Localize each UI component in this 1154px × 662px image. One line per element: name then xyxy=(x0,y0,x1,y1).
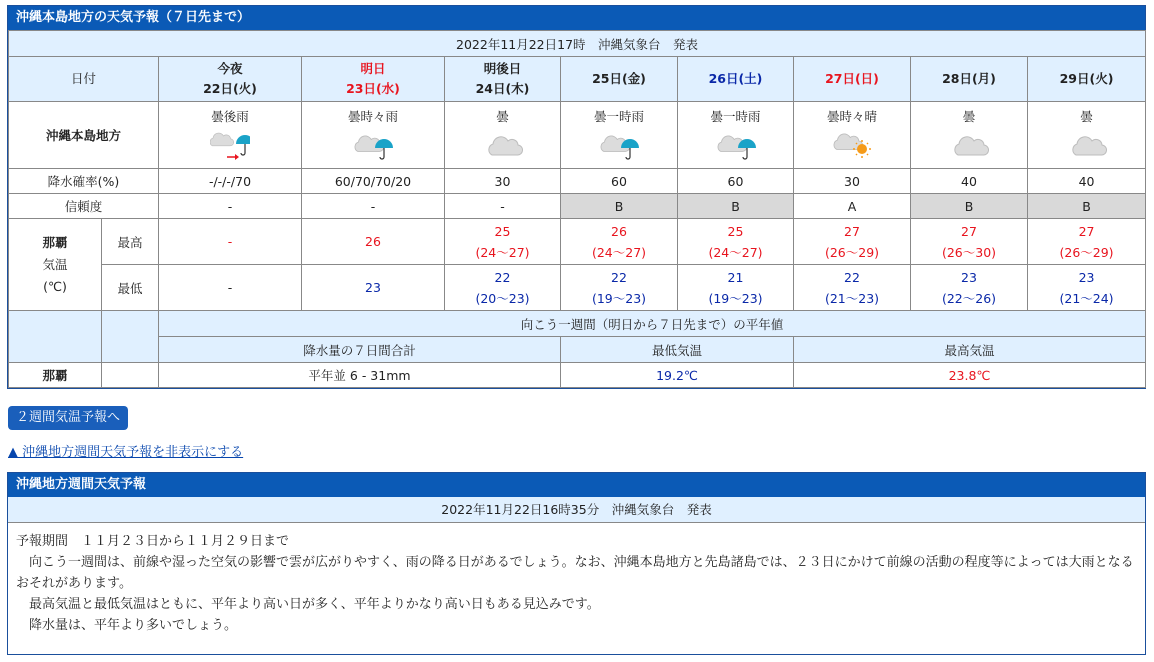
day-header xyxy=(302,57,445,102)
min-temp-cell xyxy=(159,265,302,311)
normals-min-label: 最低気温 xyxy=(561,337,794,363)
max-temp-range: (26〜29) xyxy=(1059,244,1114,260)
pop-value: 60/70/70/20 xyxy=(302,169,445,194)
weather-cell xyxy=(561,102,678,169)
min-temp-value: 23 xyxy=(1078,269,1095,285)
min-temp-cell xyxy=(911,265,1028,311)
normals-city-blank xyxy=(102,363,159,388)
pop-value: 30 xyxy=(445,169,561,194)
max-temp-cell xyxy=(445,219,561,265)
max-temp-cell xyxy=(678,219,794,265)
outlook-issued: 2022年11月22日16時35分 沖縄気象台 発表 xyxy=(8,497,1145,523)
weather-cell xyxy=(794,102,911,169)
reliability-value: B xyxy=(911,194,1028,219)
outlook-line: 最高気温と最低気温はともに、平年より高い日が多く、平年よりかなり高い日もある見込みです。 xyxy=(16,597,600,612)
normals-max: 23.8℃ xyxy=(794,363,1146,388)
max-temp-cell xyxy=(911,219,1028,265)
outlook-panel xyxy=(7,472,1146,655)
day-date: 28日(月) xyxy=(942,71,996,86)
temp-label: 気温 xyxy=(42,256,68,272)
max-temp-range: (24〜27) xyxy=(475,244,530,260)
day-header xyxy=(445,57,561,102)
max-temp-value: - xyxy=(227,234,233,249)
min-temp-value: 22 xyxy=(611,269,627,285)
weather-text: 曇時々晴 xyxy=(826,108,877,124)
max-label: 最高 xyxy=(102,219,159,265)
outlook-line: 向こう一週間は、前線や湿った空気の影響で雲が広がりやすく、雨の降る日があるでしょう。なお、沖縄本島地方と先島諸島では、２３日にかけて前線の活動の程度等によっては大雨となるおそれがあります。 xyxy=(16,555,1134,591)
cloud-then-rain-icon xyxy=(210,131,250,161)
max-temp-cell xyxy=(159,219,302,265)
cloud-with-sun-icon xyxy=(832,131,872,161)
min-temp-value: - xyxy=(227,280,233,295)
min-temp-cell xyxy=(561,265,678,311)
weekly-forecast-title: 沖縄本島地方の天気予報（７日先まで） xyxy=(8,6,1145,30)
hide-weekly-link[interactable]: ▲ 沖縄地方週間天気予報を非表示にする xyxy=(8,445,244,460)
min-temp-value: 22 xyxy=(494,269,511,285)
outlook-body xyxy=(8,523,1145,646)
day-date: 27日(日) xyxy=(825,71,879,86)
min-temp-range: (21〜24) xyxy=(1059,290,1114,306)
min-temp-range: (19〜23) xyxy=(591,290,647,306)
min-temp-range: (19〜23) xyxy=(708,290,763,306)
min-temp-cell xyxy=(794,265,911,311)
pop-value: -/-/-/70 xyxy=(159,169,302,194)
normals-max-label: 最高気温 xyxy=(794,337,1146,363)
max-temp-cell xyxy=(302,219,445,265)
max-temp-value: 27 xyxy=(844,223,860,239)
outlook-line: 降水量は、平年より多いでしょう。 xyxy=(16,618,238,633)
min-temp-cell xyxy=(1028,265,1146,311)
weather-text: 曇一時雨 xyxy=(710,108,761,124)
normals-blank xyxy=(9,311,102,363)
min-temp-range: (21〜23) xyxy=(824,290,880,306)
region-name: 沖縄本島地方 xyxy=(9,102,159,169)
day-label: 明日 xyxy=(360,61,386,76)
weather-cell xyxy=(678,102,794,169)
max-temp-value: 25 xyxy=(494,223,511,239)
day-header xyxy=(1028,57,1146,102)
reliability-value: - xyxy=(302,194,445,219)
cloud-with-rain-icon xyxy=(716,131,756,161)
min-temp-value: 22 xyxy=(844,269,860,285)
min-temp-range: (20〜23) xyxy=(475,290,530,306)
weather-text: 曇後雨 xyxy=(211,108,249,124)
day-label: 明後日 xyxy=(483,61,522,76)
min-temp-cell xyxy=(678,265,794,311)
max-temp-cell xyxy=(794,219,911,265)
day-date: 26日(土) xyxy=(708,71,763,86)
normals-precip: 平年並 6 - 31mm xyxy=(159,363,561,388)
normals-title: 向こう一週間（明日から７日先まで）の平年値 xyxy=(159,311,1146,337)
reliability-value: B xyxy=(678,194,794,219)
cloud-icon xyxy=(483,131,523,161)
max-temp-value: 26 xyxy=(611,223,627,239)
day-date: 23日(水) xyxy=(346,81,400,96)
max-temp-value: 26 xyxy=(365,234,381,249)
max-temp-value: 25 xyxy=(727,223,744,239)
cloud-icon xyxy=(949,131,989,161)
reliability-value: A xyxy=(794,194,911,219)
cloud-with-rain-icon xyxy=(599,131,639,161)
normals-precip-label: 降水量の７日間合計 xyxy=(159,337,561,363)
pop-label: 降水確率(%) xyxy=(9,169,159,194)
day-date: 29日(火) xyxy=(1059,71,1114,86)
day-date: 25日(金) xyxy=(592,71,646,86)
day-header xyxy=(678,57,794,102)
normals-city: 那覇 xyxy=(9,363,102,388)
max-temp-cell xyxy=(1028,219,1146,265)
cloud-icon xyxy=(1067,131,1107,161)
day-header xyxy=(159,57,302,102)
max-temp-range: (24〜27) xyxy=(708,244,763,260)
min-temp-value: 21 xyxy=(727,269,744,285)
reliability-label: 信頼度 xyxy=(9,194,159,219)
issued-time: 2022年11月22日17時 沖縄気象台 発表 xyxy=(9,31,1146,57)
weather-cell xyxy=(1028,102,1146,169)
cloud-with-rain-icon xyxy=(353,131,393,161)
temp-unit: (℃) xyxy=(43,278,67,294)
pop-value: 60 xyxy=(561,169,678,194)
weather-text: 曇 xyxy=(496,108,509,124)
max-temp-range: (24〜27) xyxy=(591,244,647,260)
city-name: 那覇 xyxy=(42,234,68,250)
pop-value: 30 xyxy=(794,169,911,194)
min-temp-value: 23 xyxy=(365,280,381,295)
weather-text: 曇 xyxy=(962,108,976,124)
weather-text: 曇時々雨 xyxy=(347,108,398,124)
reliability-value: - xyxy=(445,194,561,219)
pop-value: 60 xyxy=(678,169,794,194)
min-temp-value: 23 xyxy=(961,269,977,285)
outlook-line: 予報期間 １１月２３日から１１月２９日まで xyxy=(16,534,290,549)
reliability-value: B xyxy=(561,194,678,219)
weekly-forecast-panel xyxy=(7,5,1146,389)
min-label: 最低 xyxy=(102,265,159,311)
normals-blank-2 xyxy=(102,311,159,363)
normals-min: 19.2℃ xyxy=(561,363,794,388)
weekly-forecast-table xyxy=(8,30,1146,388)
day-label: 今夜 xyxy=(217,61,243,76)
weather-text: 曇 xyxy=(1080,108,1093,124)
pop-value: 40 xyxy=(911,169,1028,194)
weather-cell xyxy=(911,102,1028,169)
weather-text: 曇一時雨 xyxy=(593,108,644,124)
reliability-value: - xyxy=(159,194,302,219)
date-label: 日付 xyxy=(9,57,159,102)
max-temp-value: 27 xyxy=(1078,223,1095,239)
outlook-title: 沖縄地方週間天気予報 xyxy=(8,473,1145,497)
min-temp-cell xyxy=(302,265,445,311)
max-temp-range: (26〜30) xyxy=(941,244,997,260)
min-temp-cell xyxy=(445,265,561,311)
max-temp-value: 27 xyxy=(961,223,977,239)
weather-cell xyxy=(445,102,561,169)
reliability-value: B xyxy=(1028,194,1146,219)
weather-cell xyxy=(159,102,302,169)
pop-value: 40 xyxy=(1028,169,1146,194)
min-temp-range: (22〜26) xyxy=(941,290,997,306)
max-temp-range: (26〜29) xyxy=(824,244,880,260)
day-header xyxy=(794,57,911,102)
weather-cell xyxy=(302,102,445,169)
day-date: 24日(木) xyxy=(475,81,530,96)
two-week-temp-button[interactable]: ２週間気温予報へ xyxy=(8,406,128,430)
day-header xyxy=(561,57,678,102)
city-temp-label xyxy=(9,219,102,311)
max-temp-cell xyxy=(561,219,678,265)
day-date: 22日(火) xyxy=(203,81,257,96)
day-header xyxy=(911,57,1028,102)
